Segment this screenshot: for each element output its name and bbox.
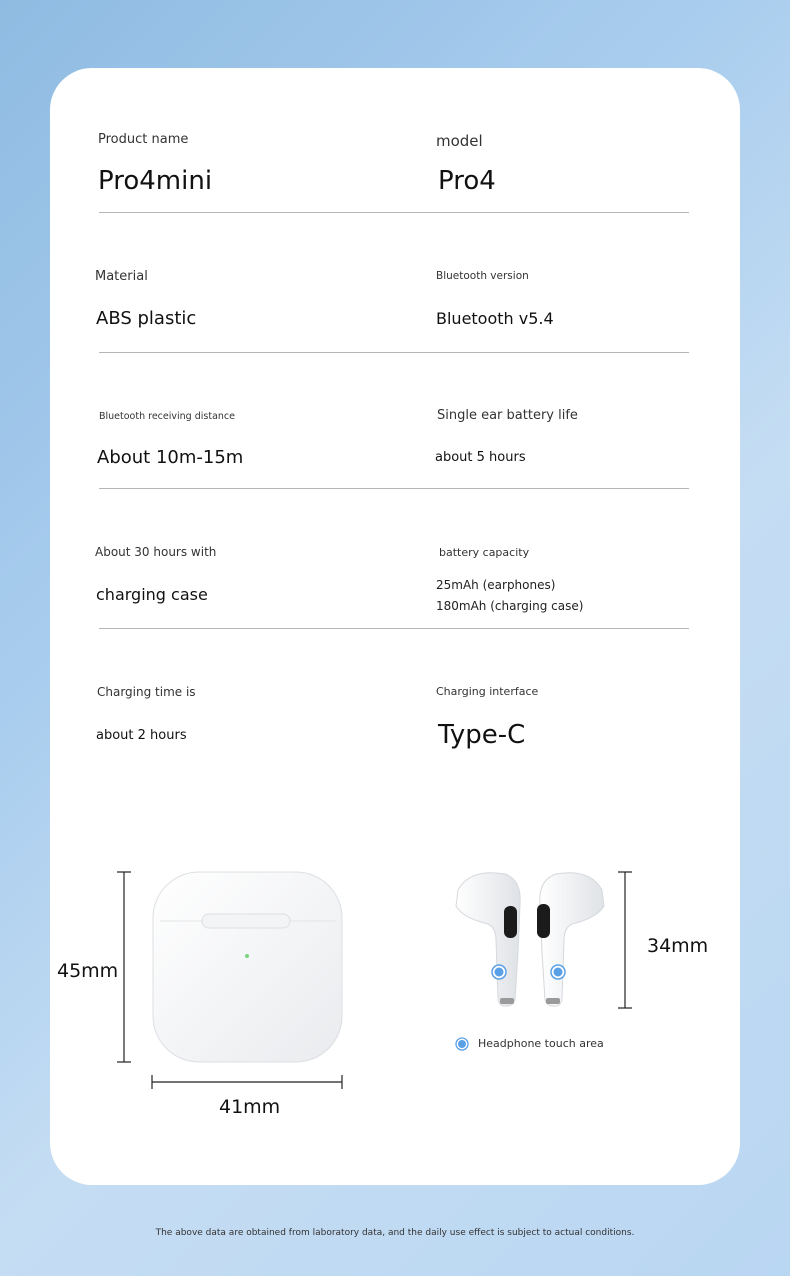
charging-time-label: Charging time is <box>97 685 196 699</box>
charging-time-value: about 2 hours <box>96 728 187 743</box>
earbuds-icon <box>456 873 604 1006</box>
case-width-label: 41mm <box>219 1096 281 1118</box>
earbud-height-bracket <box>618 872 632 1008</box>
capacity-case: 180mAh (charging case) <box>436 599 584 613</box>
touch-legend-label: Headphone touch area <box>478 1037 604 1050</box>
bt-distance-value: About 10m-15m <box>97 447 244 468</box>
case-height-label: 45mm <box>57 960 119 982</box>
case-height-bracket <box>117 872 131 1062</box>
material-value: ABS plastic <box>96 308 197 329</box>
model-value: Pro4 <box>438 166 496 196</box>
capacity-earphones: 25mAh (earphones) <box>436 578 556 592</box>
charging-case-icon <box>153 872 342 1062</box>
bt-version-label: Bluetooth version <box>436 270 529 282</box>
total-battery-label: About 30 hours with <box>95 545 217 559</box>
earbud-height-label: 34mm <box>647 935 709 957</box>
product-name-label: Product name <box>98 132 189 147</box>
bt-distance-label: Bluetooth receiving distance <box>99 411 235 422</box>
capacity-label: battery capacity <box>439 546 530 559</box>
total-battery-value: charging case <box>96 585 208 604</box>
product-name-value: Pro4mini <box>98 166 213 196</box>
footer-disclaimer: The above data are obtained from laboratory data, and the daily use effect is subject to actual conditions. <box>155 1228 635 1238</box>
touch-legend-icon <box>456 1038 468 1050</box>
bt-version-value: Bluetooth v5.4 <box>436 309 554 328</box>
material-label: Material <box>95 269 148 284</box>
interface-label: Charging interface <box>436 685 539 698</box>
single-battery-label: Single ear battery life <box>437 408 578 423</box>
case-width-bracket <box>152 1075 342 1089</box>
touch-area-dots <box>492 965 565 979</box>
interface-value: Type-C <box>438 720 526 750</box>
single-battery-value: about 5 hours <box>435 450 526 465</box>
model-label: model <box>436 132 483 150</box>
